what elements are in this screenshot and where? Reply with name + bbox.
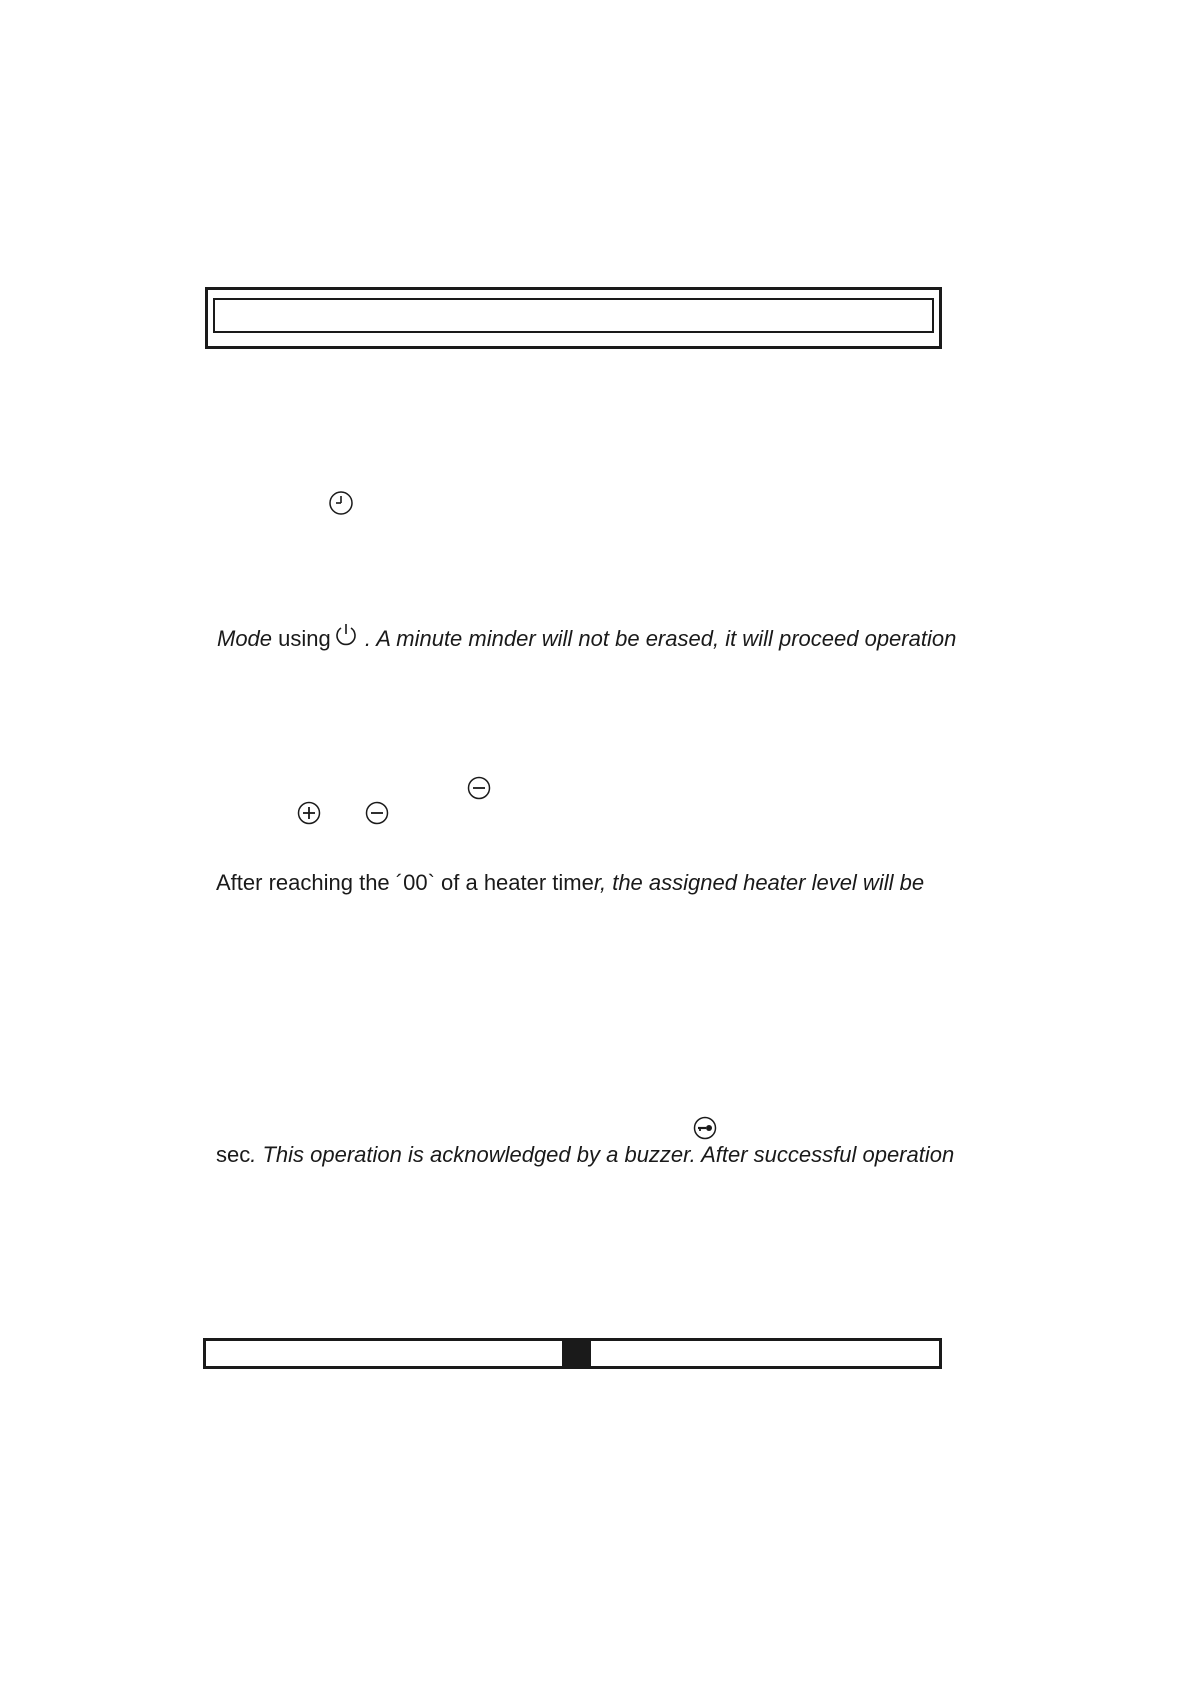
buzzer-line <box>216 1142 954 1168</box>
power-standby-icon <box>334 622 358 648</box>
plus-circle-icon <box>297 801 321 825</box>
minus-circle-icon <box>365 801 389 825</box>
timer-clock-icon <box>328 490 354 516</box>
sec-word: sec <box>216 1142 251 1167</box>
footer-bar <box>203 1338 942 1369</box>
mode-word: Mode <box>217 626 273 651</box>
minus-circle-icon <box>467 776 491 800</box>
header-inner-frame <box>213 298 934 333</box>
mode-line <box>217 626 956 652</box>
header-box <box>205 287 942 349</box>
heater-timer-text: After reaching the ´00` of a heater time <box>216 870 594 895</box>
buzzer-text: . This operation is acknowledged by a buzzer. After successful operation <box>250 1142 955 1167</box>
using-word: using <box>272 626 331 651</box>
page-marker <box>562 1338 591 1369</box>
key-lock-icon <box>693 1116 717 1140</box>
minute-minder-text: . A minute minder will not be erased, it will proceed operation <box>358 626 957 651</box>
heater-level-text: r, the assigned heater level will be <box>593 870 925 895</box>
heater-timer-line <box>216 870 924 896</box>
